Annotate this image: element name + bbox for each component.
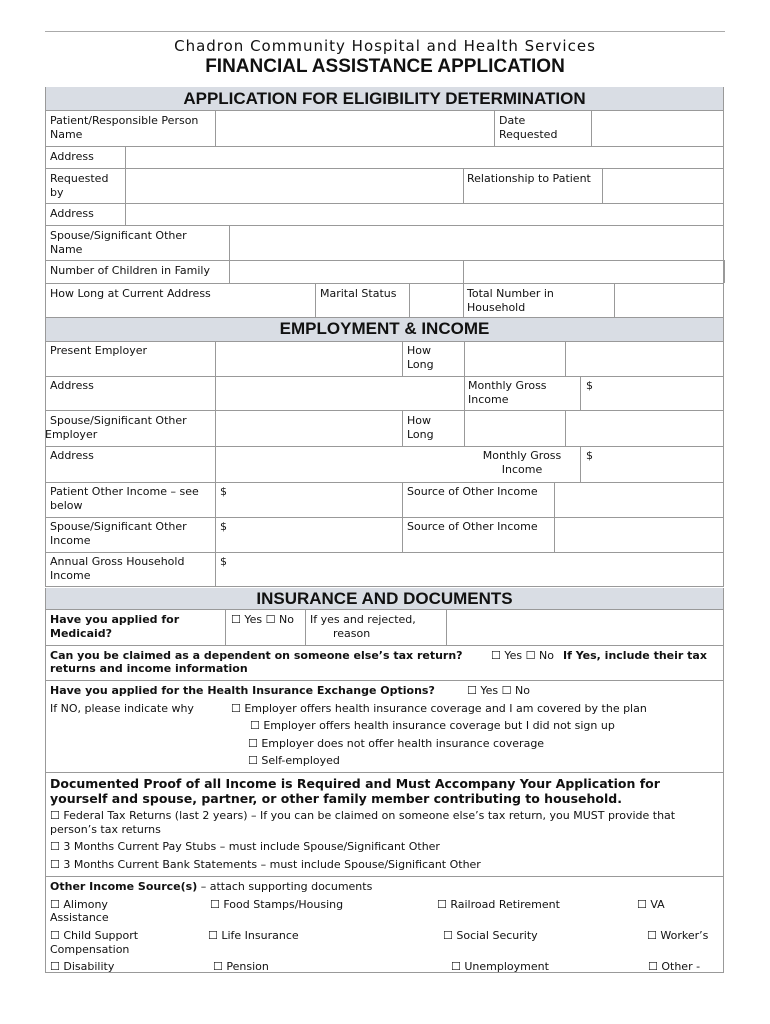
reason-option-2[interactable]: ☐ Employer offers health insurance coverage but I did not sign up [250,719,615,732]
exchange-question: Have you applied for the Health Insurance Exchange Options? [50,684,435,697]
top-rule [45,31,725,32]
eligibility-heading: APPLICATION FOR ELIGIBILITY DETERMINATION [45,87,724,110]
exchange-checkboxes[interactable]: ☐ Yes ☐ No [467,684,530,697]
address-label: Address [50,150,94,163]
address2-label: Address [50,207,94,220]
spouse-income-label-1: Spouse/Significant Other [50,520,187,533]
monthly-gross2-label-2: Income [501,463,543,476]
source-other-label: Source of Other Income [407,485,538,498]
household-label-1: Total Number in [467,287,554,300]
reason-option-3[interactable]: ☐ Employer does not offer health insurance coverage [248,737,545,750]
how-long-input[interactable] [465,342,564,375]
address2-input[interactable] [126,204,723,224]
marital-status-label: Marital Status [320,287,397,300]
proof-notice-1: Documented Proof of all Income is Required and Must Accompany Your Application for [50,776,660,791]
reason-option-4[interactable]: ☐ Self-employed [248,754,340,767]
src-child-support-1[interactable]: ☐ Child Support [50,929,139,942]
spouse-employer-label-2: Employer [45,428,98,441]
dollar-sign: $ [586,379,593,392]
src-workers[interactable]: ☐ Worker’s [647,929,709,942]
marital-status-input[interactable] [410,284,462,317]
how-long-label-1: How [407,344,431,357]
patient-other-income-label-1: Patient Other Income – see [50,485,199,498]
how-long-address-label: How Long at Current Address [50,287,211,300]
doc-tax-returns-2: person’s tax returns [50,823,161,836]
doc-bank-statements[interactable]: ☐ 3 Months Current Bank Statements – must include Spouse/Significant Other [50,858,481,871]
spouse-employer-address-label: Address [50,449,94,462]
source-other2-label: Source of Other Income [407,520,538,533]
spouse-employer-input[interactable] [216,411,401,445]
employer-address-input[interactable] [216,377,463,409]
patient-name-label-1: Patient/Responsible Person [50,114,199,127]
monthly-gross-label-1: Monthly Gross [468,379,547,392]
src-va[interactable]: ☐ VA [637,898,665,911]
how-long2-label-1: How [407,414,431,427]
spouse-employer-address-input[interactable] [216,447,463,481]
medicaid-checkboxes[interactable]: ☐ Yes ☐ No [231,613,294,626]
present-employer-label: Present Employer [50,344,148,357]
dependent-note: If Yes, include their tax [563,649,707,662]
dollar-sign: $ [220,520,227,533]
medicaid-question-2: Medicaid? [50,627,113,640]
how-long-address-input[interactable] [230,284,314,317]
monthly-gross-input[interactable] [581,377,723,409]
monthly-gross2-input[interactable] [581,447,723,481]
dollar-sign: $ [220,555,227,568]
dependent-note-2: returns and income information [50,662,248,675]
dependent-question: Can you be claimed as a dependent on someone else’s tax return? [50,649,463,662]
page-title: FINANCIAL ASSISTANCE APPLICATION [205,56,565,77]
requested-by-label-2: by [50,186,64,199]
src-food-stamps[interactable]: ☐ Food Stamps/Housing [210,898,344,911]
employer-address-label: Address [50,379,94,392]
employment-heading: EMPLOYMENT & INCOME [45,318,724,341]
patient-other-income-label-2: below [50,499,83,512]
src-unemployment[interactable]: ☐ Unemployment [451,960,549,973]
src-social-security[interactable]: ☐ Social Security [443,929,538,942]
relationship-input[interactable] [603,169,723,202]
relationship-label: Relationship to Patient [467,172,591,185]
src-railroad[interactable]: ☐ Railroad Retirement [437,898,560,911]
patient-name-input[interactable] [216,111,493,145]
children-input[interactable] [230,261,462,282]
rejected-label-1: If yes and rejected, [310,613,416,626]
spouse-income-label-2: Income [50,534,91,547]
date-requested-input[interactable] [592,111,723,145]
spouse-name-label-2: Name [50,243,83,256]
annual-income-label-2: Income [50,569,91,582]
src-alimony-2: Assistance [50,911,109,924]
spouse-income-input[interactable] [216,518,401,551]
requested-by-label-1: Requested [50,172,109,185]
address-input[interactable] [126,147,723,167]
source-other2-input[interactable] [555,518,723,551]
date-requested-label-2: Requested [499,128,558,141]
annual-income-label-1: Annual Gross Household [50,555,185,568]
household-input[interactable] [615,284,723,317]
insurance-heading: INSURANCE AND DOCUMENTS [45,588,724,609]
dollar-sign: $ [220,485,227,498]
src-life-insurance[interactable]: ☐ Life Insurance [208,929,299,942]
spouse-name-input[interactable] [230,226,723,259]
date-requested-label-1: Date [499,114,526,127]
patient-name-label-2: Name [50,128,83,141]
spouse-name-label-1: Spouse/Significant Other [50,229,187,242]
rejected-label-2: reason [333,627,371,640]
proof-notice-2: yourself and spouse, partner, or other family member contributing to household. [50,791,622,806]
spouse-employer-label-1: Spouse/Significant Other [50,414,187,427]
how-long-label-2: Long [407,358,434,371]
doc-tax-returns-1[interactable]: ☐ Federal Tax Returns (last 2 years) – If you can be claimed on someone else’s tax return, you MUST provide that [50,809,676,822]
src-alimony-1[interactable]: ☐ Alimony [50,898,108,911]
patient-other-income-input[interactable] [216,483,401,516]
source-other-input[interactable] [555,483,723,516]
src-pension[interactable]: ☐ Pension [213,960,269,973]
how-long2-input[interactable] [465,411,564,445]
dependent-checkboxes[interactable]: ☐ Yes ☐ No [491,649,554,662]
medicaid-question-1: Have you applied for [50,613,180,626]
dollar-sign: $ [586,449,593,462]
src-child-support-2: Compensation [50,943,130,956]
if-no-label: If NO, please indicate why [50,702,194,715]
children-label: Number of Children in Family [50,264,210,277]
monthly-gross2-label-1: Monthly Gross [482,449,562,462]
present-employer-input[interactable] [216,342,401,375]
monthly-gross-label-2: Income [468,393,509,406]
doc-pay-stubs[interactable]: ☐ 3 Months Current Pay Stubs – must include Spouse/Significant Other [50,840,440,853]
reason-option-1[interactable]: ☐ Employer offers health insurance coverage and I am covered by the plan [231,702,647,715]
organization-name: Chadron Community Hospital and Health Services [174,37,596,55]
other-sources-heading: Other Income Source(s) – attach supporting documents [50,880,373,893]
household-label-2: Household [467,301,526,314]
annual-income-input[interactable] [216,553,723,586]
src-disability[interactable]: ☐ Disability [50,960,115,973]
requested-by-input[interactable] [126,169,462,202]
src-other[interactable]: ☐ Other - [648,960,701,973]
rejected-reason-input[interactable] [447,610,723,644]
how-long2-label-2: Long [407,428,434,441]
